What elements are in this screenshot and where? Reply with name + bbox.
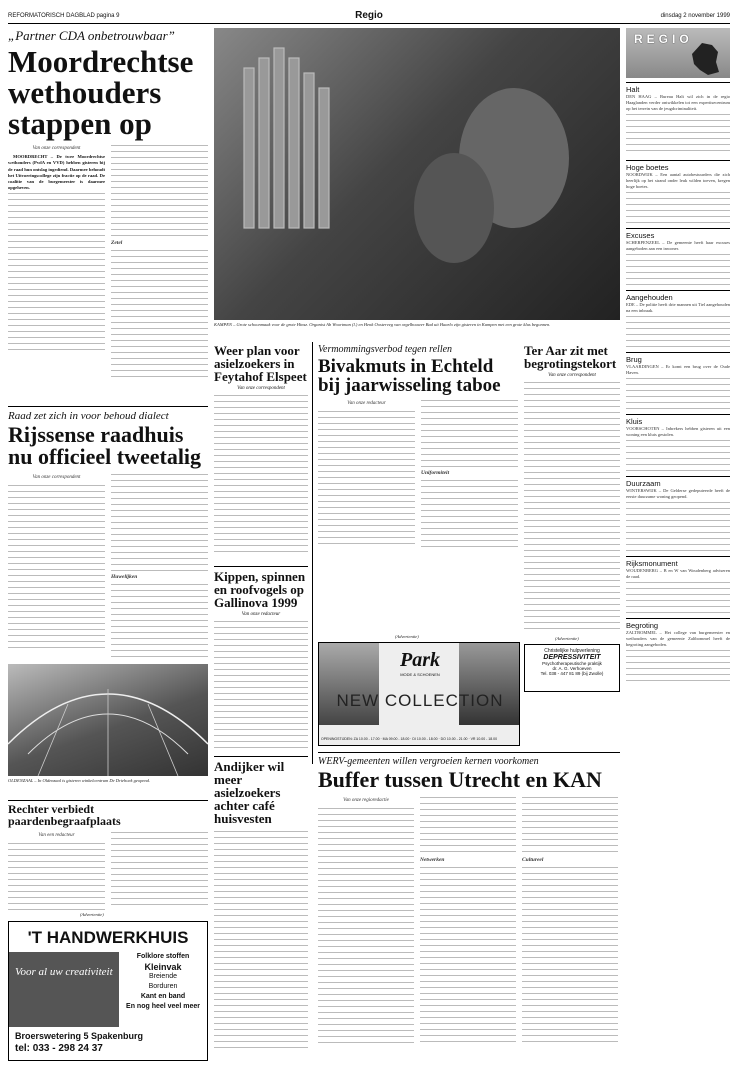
- ad-mid-collection: NEW COLLECTION: [336, 691, 504, 710]
- lead-story: [8, 28, 208, 400]
- ad-left-slogan: Voor al uw creativiteit: [9, 952, 119, 1027]
- teraar-story: [524, 344, 620, 634]
- andijker-title: Andijker wil meer asielzoekers achter café huisvesten: [214, 759, 285, 826]
- bivakmuts-story: [318, 344, 518, 544]
- teraar-title: Ter Aar zit met begrotingstekort: [524, 343, 617, 371]
- sidebar-items: [626, 82, 730, 682]
- werv-kicker: WERV-gemeenten willen vergroeien kernen voorkomen: [318, 756, 539, 767]
- ad-mid-hours: OPENINGSTIJDEN: ZA 10.00 - 17.00 · MA 09.00 - 18.00 · DI 10.00 - 18.00 · DO 10.00 - 21.00 · VR 10.00 - 18.00: [321, 737, 498, 741]
- werv-title: Buffer tussen Utrecht en KAN: [318, 767, 602, 792]
- sidebar-item-text: SCHERPENZEEL – De gemeente heeft haar excuses aangeboden aan een inwoner.: [626, 240, 730, 251]
- werv-subhead-1: Netwerken: [420, 857, 445, 863]
- sidebar-item-head: Halt: [626, 82, 730, 94]
- sidebar-item-text: ZALTBOMMEL – Het college van burgemeester en wethouders van de gemeente Zaltbommel heeft de begroting aangeboden.: [626, 630, 730, 647]
- bivakmuts-kicker: Vermommingsverbod tegen rellen: [318, 344, 453, 355]
- kippen-byline: Van onze redacteur: [241, 612, 281, 617]
- section-title: Regio: [355, 10, 383, 21]
- rijssen-title: Rijssense raadhuis nu officieel tweetalig: [8, 422, 202, 469]
- ad-left-label: (Advertentie): [80, 912, 104, 917]
- ad-right-line1: Christelijke hulpverlening: [544, 648, 600, 654]
- asiel-byline: Van onze correspondent: [237, 386, 285, 391]
- rijssen-kicker: Raad zet zich in voor behoud dialect: [8, 410, 169, 422]
- page-header: [8, 10, 730, 24]
- sidebar-item-body: [626, 252, 730, 286]
- ad-mid-brand-sub: MODE & SCHOENEN: [400, 672, 440, 677]
- ad-left-line3: Breiende: [148, 973, 178, 980]
- werv-story: [318, 756, 620, 1061]
- ad-left-line2: Kleinvak: [144, 962, 182, 972]
- teraar-byline: Van onze correspondent: [548, 373, 596, 378]
- lead-title: Moordrechtse wethouders stappen op: [8, 44, 194, 141]
- lead-col-2: [111, 143, 208, 378]
- ad-right-line2: DEPRESSIVITEIT: [543, 654, 601, 661]
- model-photo-left: [319, 643, 379, 725]
- ad-right-line5: Tel. 038 - 447 81 89 (bij Zwolle): [540, 671, 604, 676]
- page-date: dinsdag 2 november 1999: [660, 13, 730, 19]
- netherlands-map-icon: [690, 42, 720, 76]
- lead-col-1: [8, 143, 105, 378]
- sidebar-item-head: Duurzaam: [626, 476, 730, 488]
- park-ad[interactable]: [318, 642, 520, 746]
- paper-name: REFORMATORISCH DAGBLAD pagina 9: [8, 13, 120, 19]
- werv-subhead-2: Cultureel: [522, 857, 544, 863]
- bivakmuts-byline: Van onze redacteur: [347, 401, 386, 406]
- lead-kicker: „Partner CDA onbetrouwbaar”: [8, 28, 175, 43]
- sidebar-item-body: [626, 376, 730, 410]
- sidebar-item-text: EDE – De politie heeft drie mannen uit Tiel aangehouden na een inbraak.: [626, 302, 730, 313]
- sidebar-item-text: NOORDWIJK – Een aantal autobestuurders die zich heerlijk op het strand onder leuk wilden toeven, kregen hoge boetes.: [626, 172, 730, 189]
- regio-sidebar: [626, 28, 730, 1062]
- rijssen-story: [8, 410, 208, 650]
- asiel-story: [214, 344, 308, 562]
- sidebar-item-body: [626, 648, 730, 682]
- sidebar-item-text: WOUDENBERG – B en W van Woudenberg adviseren de raad.: [626, 568, 730, 579]
- sidebar-item-body: [626, 500, 730, 552]
- sidebar-item-body: [626, 190, 730, 224]
- sidebar-item-body: [626, 580, 730, 614]
- rijssen-subhead: Huwelijken: [111, 574, 138, 580]
- oldenzaal-photo: [8, 664, 208, 776]
- rechter-title: Rechter verbiedt paardenbegraafplaats: [8, 802, 121, 828]
- rijssen-body: [8, 483, 105, 653]
- sidebar-item-head: Aangehouden: [626, 290, 730, 302]
- werv-byline: Van onze regioredactie: [343, 798, 389, 803]
- rechter-story: [8, 803, 208, 908]
- ad-right-line4: dr. A. G. Verhoeven: [552, 666, 592, 671]
- rechter-byline: Van een redacteur: [38, 833, 75, 838]
- sidebar-item-body: [626, 438, 730, 472]
- sidebar-item-head: Rijksmonument: [626, 556, 730, 568]
- rijssen-byline: Van onze correspondent: [32, 475, 81, 480]
- ad-left-line5: Kant en band: [140, 993, 186, 1000]
- ad-right-line3: Psychotherapeutische praktijk: [542, 661, 602, 666]
- lead-intro: MOORDRECHT – De twee Moordrechtse wethouders (PvdA en VVD) hebben gisteren bij de raad hun ontslag ingediend. Daarmee behoudt het Uitvoeringscollege zijn fractie op de raad. De coalitie van de burgemeester is daarmee opgeheven.: [8, 154, 105, 191]
- sidebar-item-head: Kluis: [626, 414, 730, 426]
- lead-subhead: Zetel: [111, 240, 123, 246]
- sidebar-item-head: Hoge boetes: [626, 160, 730, 172]
- dome-roof-icon: [8, 664, 208, 776]
- sidebar-item-body: [626, 112, 730, 156]
- sidebar-item-body: [626, 314, 730, 348]
- ad-left-phone: tel: 033 - 298 24 37: [15, 1043, 103, 1054]
- ad-left-title: 'T HANDWERKHUIS: [27, 928, 189, 947]
- kippen-story: [214, 570, 308, 750]
- sidebar-item-head: Excuses: [626, 228, 730, 240]
- andijker-story: [214, 760, 308, 1060]
- ad-right-label: (Advertentie): [555, 636, 579, 641]
- kippen-title: Kippen, spinnen en roofvogels op Gallinova 1999: [214, 569, 306, 610]
- ad-mid-brand: Park: [400, 649, 440, 671]
- regio-banner: [626, 28, 730, 78]
- sidebar-item-head: Brug: [626, 352, 730, 364]
- handwerkhuis-ad[interactable]: [8, 921, 208, 1061]
- sidebar-item-head: Begroting: [626, 618, 730, 630]
- ad-left-address: Broerswetering 5 Spakenburg: [15, 1031, 144, 1041]
- ad-left-line6: En nog heel veel meer: [126, 1003, 200, 1010]
- bivakmuts-title: Bivakmuts in Echteld bij jaarwisseling taboe: [318, 356, 501, 396]
- organ-pipes-icon: [214, 28, 620, 320]
- depressiviteit-ad[interactable]: [524, 644, 620, 692]
- ad-left-line1: Folklore stoffen: [136, 953, 190, 960]
- bivakmuts-subhead: Uniformiteit: [421, 470, 450, 476]
- sidebar-item-text: VLAARDINGEN – Er komt een brug over de Oude Haven.: [626, 364, 730, 375]
- lead-body-text: [8, 191, 105, 351]
- oldenzaal-caption: OLDENZAAL – In Oldenzaal is gisteren winkelcentrum De Driehoek geopend.: [8, 778, 150, 783]
- sidebar-item-text: DEN HAAG – Bureau Halt wil zich in de regio Haaglanden verder ontwikkelen tot een expertisecentrum op het terrein van de jeugdcriminaliteit.: [626, 94, 730, 111]
- organ-caption: KAMPEN – Grote schoonmaak voor de grote Hinsz. Organist Ab Woortman (l.) en Henk Oosterveg van orgelbouwer Bad uit Haarlo zijn gisteren in Kampen met een grote klus begonnen.: [214, 322, 551, 327]
- lead-byline: Van onze correspondent: [32, 146, 81, 151]
- regio-banner-title: REGIO: [634, 32, 693, 46]
- organ-photo: [214, 28, 620, 320]
- sidebar-item-text: WINTERSWIJK – De Gelderse gedeputeerde heeft de eerste duurzame woning geopend.: [626, 488, 730, 499]
- ad-left-line4: Borduren: [148, 983, 178, 990]
- asiel-title: Weer plan voor asielzoekers in Feytahof Elspeet: [214, 343, 307, 384]
- ad-mid-label: (Advertentie): [395, 634, 419, 639]
- model-photo-right: [459, 643, 519, 725]
- sidebar-item-text: VOORSCHOTEN – Inbrekers hebben gisteren uit een woning een kluis gestolen.: [626, 426, 730, 437]
